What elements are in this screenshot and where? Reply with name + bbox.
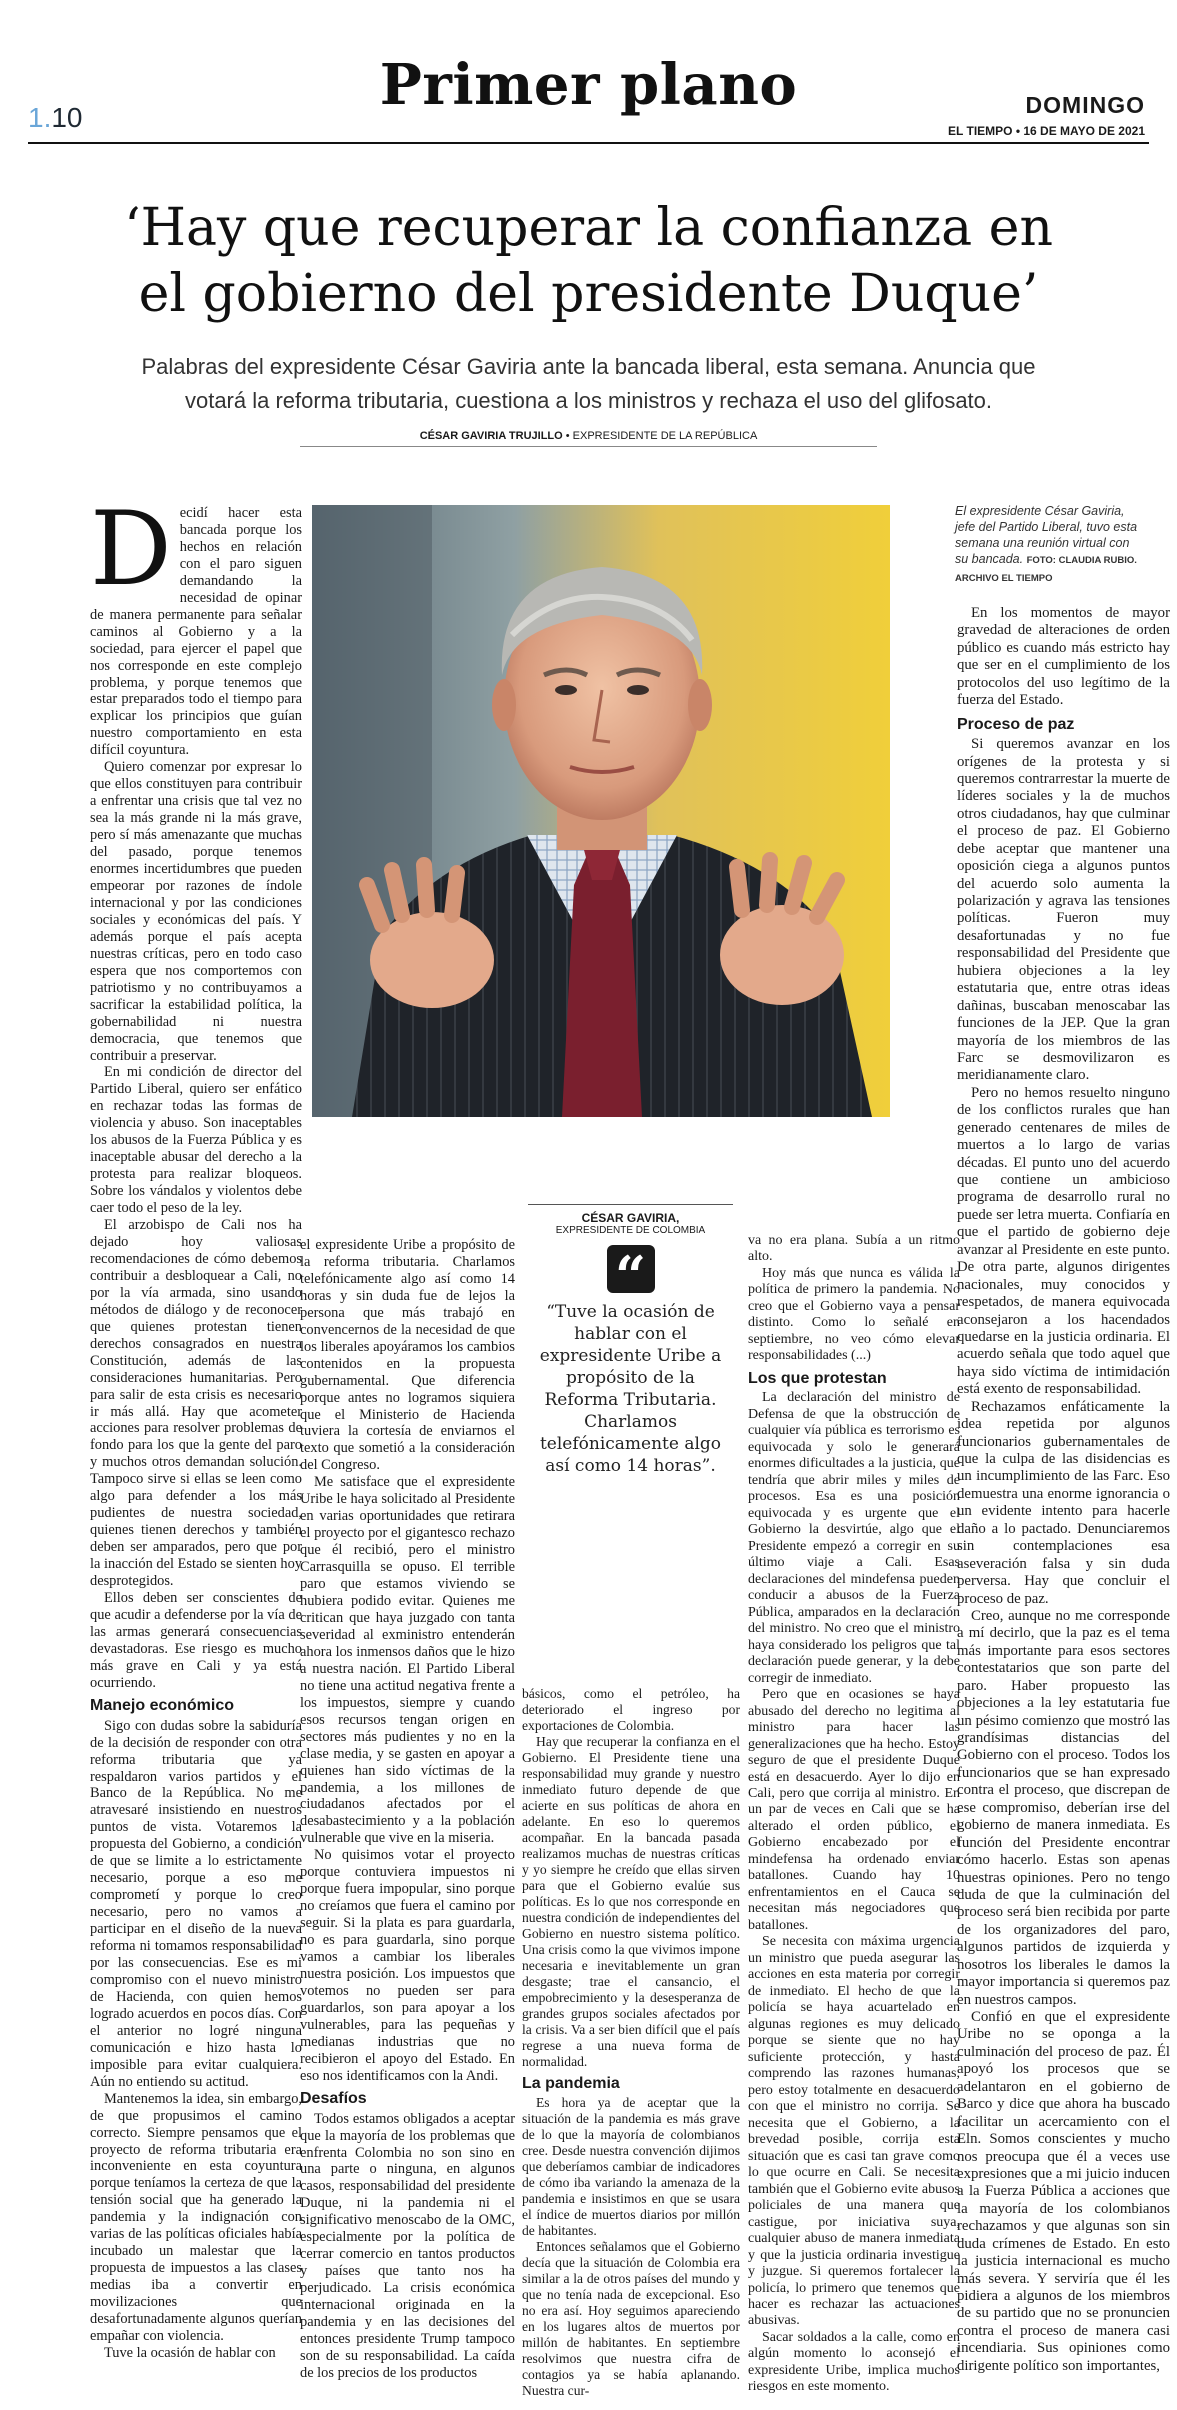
paragraph: En los momentos de mayor gravedad de alteraciones de orden público es cuando más estricto hay que ser en el cumplimiento de los protocolos del uso legítimo de la fuerza del Estado.	[957, 605, 1170, 709]
subhead-pandemia: La pandemia	[522, 2075, 620, 2092]
photo-caption: El expresidente César Gaviria, jefe del Partido Liberal, tuvo esta semana una reunión virtual con su bancada. FOTO: CLAUDIA RUBIO. ARCHIVO EL TIEMPO	[955, 504, 1138, 584]
paragraph: Sacar soldados a la calle, como en algún momento lo aconsejó el expresidente Uribe, implica muchos riesgos en este momento.	[748, 2329, 960, 2395]
paragraph: Es hora ya de aceptar que la situación de la pandemia es más grave de lo que la mayoría de colombianos cree. Desde nuestra convención dijimos que deberíamos cambiar de indicadores de cómo iba variando la amenaza de la pandemia e insistimos en que se usara el índice de muertos diarios por millón de habitantes.	[522, 2095, 740, 2238]
column-5	[957, 605, 1170, 2375]
paragraph: va no era plana. Subía a un ritmo alto.	[748, 1233, 960, 1265]
quote-mark-icon: “	[607, 1245, 655, 1293]
paragraph: Quiero comenzar por expresar lo que ellos constituyen para contribuir a enfrentar una crisis que tal vez no sea la más grande ni la más grave, pero sí más amenazante que muchas del pasado, porque tenemos enormes incertidumbres que pueden empeorar por razones de índole internacional y por las condiciones sociales y económicas del país. Y además porque el país acepta nuestras críticas, pero en todo caso espera que nos comportemos con patriotismo y no contribuyamos a sacrificar la estabilidad política, la gobernabilidad ni nuestra democracia, que tenemos que contribuir a preservar.	[90, 759, 302, 1064]
dropcap: D	[90, 490, 172, 609]
byline: CÉSAR GAVIRIA TRUJILLO • EXPRESIDENTE DE LA REPÚBLICA	[300, 430, 877, 447]
paragraph: Confió en que el expresidente Uribe no se oponga a la culminación del proceso de paz. Él apoyó los procesos que se adelantaron en el gobierno de Barco y dice que ahora ha buscado facilitar un acercamiento con el Eln. Somos conscientes y mucho nos preocupa que él a veces use expresiones que a mi juicio inducen a la Fuerza Pública a acciones que la mayoría de los colombianos rechazamos y que algunas son sin duda crímenes de Estado. En esto la justicia internacional es mucho más severa. Y serviría que él les pidiera a algunos de los miembros de su partido que no se pronuncien contra el proceso de manera casi incendiaria. Sus opiniones como dirigente político son importantes,	[957, 2009, 1170, 2374]
paragraph: Ellos deben ser conscientes de que acudir a defenderse por la vía de las armas generará consecuencias devastadoras. Ese riesgo es mucho más grave en Cali y ya está ocurriendo.	[90, 1590, 302, 1691]
paragraph: básicos, como el petróleo, ha deteriorado el ingreso por exportaciones de Colombia.	[522, 1686, 740, 1733]
quote-text: “Tuve la ocasión de hablar con el expresidente Uribe a propósito de la Reforma Tributaria. Charlamos telefónicamente algo así como 14 horas”.	[539, 1302, 722, 1476]
headline: ‘Hay que recuperar la confianza en el gobierno del presidente Duque’	[124, 198, 1053, 324]
subhead-manejo: Manejo económico	[90, 1696, 235, 1714]
paragraph: Entonces señalamos que el Gobierno decía que la situación de Colombia era similar a la de otros países del mundo y que no tenía nada de excepcional. Eso no era así. Hoy seguimos apareciendo en los lugares altos de muertos por millón de habitantes. En septiembre resolvimos que nuestra cifra de contagios ya se había aplanando. Nuestra cur-	[522, 2239, 740, 2398]
day-label: DOMINGO	[1025, 92, 1145, 118]
paragraph: Pero no hemos resuelto ninguno de los conflictos rurales que han generado centenares de miles de muertos a lo largo de varias décadas. El punto uno del acuerdo que contiene un ambicioso programa de desarrollo rural no puede ser letra muerta. Confiaría en que el partido de gobierno deje avanzar al Presidente en este punto. De otra parte, algunos dirigentes nacionales, muy conocidos y respetados, de manera equivocada aconsejaron a los hacendados quedarse en la justicia ordinaria. El acuerdo señala que todo aquel que haya sido víctima de intimidación está exento de responsabilidad.	[957, 1084, 1170, 1398]
paragraph: Hoy más que nunca es válida la política de primero la pandemia. No creo que el Gobierno vaya a pensar distinto. Como lo señalé en septiembre, no veo cómo elevar responsabilidades (...)	[748, 1265, 960, 1364]
paragraph: Si queremos avanzar en los orígenes de la protesta y si queremos contrarrestar la muerte de líderes sociales y la de muchos otros ciudadanos, hay que culminar el proceso de paz. El Gobierno debe aceptar que mantener una oposición ciega a algunos puntos del acuerdo solo aumenta la polarización y agrava las tensiones políticas. Fueron muy desafortunadas y no fue responsabilidad del Presidente que hubiera objeciones a la ley estatutaria que, entre otras ideas dañinas, buscaban menoscabar las funciones de la JEP. Que la gran mayoría de los miembros de las Farc se desmovilizaron es meridianamente claro.	[957, 736, 1170, 1084]
paragraph: Se necesita con máxima urgencia un ministro que pueda asegurar las acciones en esta materia por corregir de inmediato. El hecho de que la policía se haya acuartelado en algunas regiones es muy delicado porque se siente que no hay suficiente protección, y hasta comprendo las razones humanas, pero estoy totalmente en desacuerdo con que el ministro no corrija. Se necesita que el Gobierno, a la brevedad posible, corrija esta situación que es casi tan grave como lo que ocurre en Cali. Se necesita también que el Gobierno evite abusos policiales de una manera que castigue, por iniciativa suya, cualquier abuso de manera inmediata y que la justicia ordinaria investigue y juzgue. Si queremos fortalecer la policía, lo primero que tenemos que hacer es rechazar las actuaciones abusivas.	[748, 1934, 960, 2329]
deck: Palabras del expresidente César Gaviria ante la bancada liberal, esta semana. Anuncia que votará la reforma tributaria, cuestiona a los ministros y rechaza el uso del glifosato.	[141, 354, 1036, 413]
paragraph: Todos estamos obligados a aceptar que la mayoría de los problemas que enfrenta Colombia no son sino en una parte o ninguna, en algunos casos, responsabilidad del presidente Duque, ni la pandemia ni el significativo menoscabo de la OMC, especialmente por la política de cerrar comercio en tantos productos y países que tanto nos ha perjudicado. La crisis económica internacional originada en la pandemia y en las decisiones del entonces presidente Trump tampoco son de su responsabilidad. La caída de los precios de los productos	[300, 2110, 515, 2381]
paragraph: Me satisface que el expresidente Uribe le haya solicitado al Presidente en varias oportunidades que retirara el proyecto por el gigantesco rechazo que él recibió, pero el ministro Carrasquilla se opuso. El terrible paro que estamos viviendo se hubiera podido evitar. Quienes me critican que haya juzgado con tanta severidad al exministro entenderán ahora los inmensos daños que le hizo a nuestra nación. El Partido Liberal no tiene una actitud negativa frente a los impuestos, siempre y cuando esos recursos tengan origen en sectores más pudientes y no en la clase media, y se gasten en apoyar a quienes han sido víctimas de la pandemia, a los millones de ciudadanos afectados por el desabastecimiento y a la población vulnerable que vive en la miseria.	[300, 1474, 515, 1847]
pull-quote	[528, 1198, 733, 1477]
portrait-photo	[312, 505, 890, 1117]
divider	[528, 1204, 733, 1205]
photo-credit: FOTO: CLAUDIA RUBIO. ARCHIVO EL TIEMPO	[955, 555, 1137, 584]
paragraph: El arzobispo de Cali nos ha dejado hoy valiosas recomendaciones de cómo debemos contribuir a desbloquear a Cali, no por la vía armada, sino usando métodos de diálogo y de reconocer que quienes protestan tienen derechos consagrados en nuestra Constitución, además de las consideraciones humanitarias. Pero para salir de esta crisis es necesario ir más allá. Hay que acometer acciones para resolver problemas de fondo para los que la gente del paro y muchos otros demandan solución. Tampoco sirve si ellas se leen como algo para defender a los más pudientes de nuestra sociedad, quienes tienen derechos y también deben ser amparados, pero que por la inacción del Estado se sienten hoy desprotegidos.	[90, 1217, 302, 1590]
masthead-rule	[28, 142, 1149, 144]
portrait-illustration	[312, 505, 890, 1117]
column-4	[748, 1233, 960, 2396]
paragraph: Sigo con dudas sobre la sabiduría de la decisión de responder con otra reforma tributaria que ya respaldaron varios partidos y el Banco de la República. No me atravesaré insistiendo en nuestros puntos de vista. Votaremos la propuesta del Gobierno, a condición de que se limite a lo estrictamente necesario, porque a eso me comprometí y porque lo creo necesario, pero no vamos a participar en el diseño de la nueva reforma ni tomamos responsabilidad por las consecuencias. Ese es mi compromiso con el nuevo ministro de Hacienda, con quien hemos logrado acuerdos en pocos días. Con el anterior no logré ninguna comunicación e hizo hasta lo imposible para evitar cualquiera. Aún no entiendo su actitud.	[90, 1717, 302, 2090]
subhead-paz: Proceso de paz	[957, 715, 1075, 733]
paragraph: Hay que recuperar la confianza en el Gobierno. El Presidente tiene una responsabilidad muy grande y nuestro inmediato futuro depende de que acierte en sus políticas de ahora en adelante. En eso lo queremos acompañar. En la bancada pasada realizamos muchas de nuestras críticas y yo siempre he creído que ellas sirven para que el Gobierno evalúe sus políticas. Es lo que nos corresponde en nuestra condición de independientes del Gobierno en nuestro sistema político. Una crisis como la que vivimos impone necesaria e inevitablemente un gran desgaste; trae el cansancio, el empobrecimiento y la desesperanza de grandes grupos sociales afectados por la crisis. Va a ser bien difícil que el país regrese a una nueva forma de normalidad.	[522, 1734, 740, 2069]
paragraph: Pero que en ocasiones se haya abusado del derecho no legitima al ministro para hacer las generalizaciones que ha hecho. Estoy seguro de que el presidente Duque está en desacuerdo. Ayer lo dijo en Cali, pero que corrija al ministro. En un par de veces en Cali que se ha alterado el orden público, el Gobierno encabezado por el mindefensa ha ordenado enviar batallones. Cuando hay 10 enfrentamientos en el Cauca se necesitan más negociadores que batallones.	[748, 1687, 960, 1933]
paragraph: La declaración del ministro de Defensa de que la obstrucción de cualquier vía pública es terrorismo es equivocada y solo le generará enormes dificultades a la justicia, que tendría que abrir miles y miles de procesos. Esa es una posición equivocada y es urgente que el Gobierno la desvirtúe, algo que el Presidente empezó a corregir en su último viaje a Cali. Esas declaraciones del mindefensa pueden conducir a abusos de la Fuerza Pública, amparados en la declaración del ministro. No creo que el ministro haya considerado los peligros que tal declaración puede generar, y la debe corregir de inmediato.	[748, 1390, 960, 1686]
page-number: 1.10	[28, 102, 83, 133]
lead-paragraph: Decidí hacer esta bancada porque los hechos en relación con el paro siguen demandando la necesidad de opinar de manera permanente para señalar caminos al Gobierno y a la sociedad, para ejercer el papel que nos corresponde en este complejo problema, y porque tenemos que estar preparados todo el tiempo para explicar los principios que guían nuestro comportamiento en esta difícil coyuntura.	[90, 490, 302, 759]
quote-speaker: CÉSAR GAVIRIA,	[581, 1211, 680, 1225]
quote-speaker-role: EXPRESIDENTE DE COLOMBIA	[555, 1225, 706, 1236]
dateline: EL TIEMPO • 16 DE MAYO DE 2021	[948, 124, 1145, 138]
paragraph: Mantenemos la idea, sin embargo, de que propusimos el camino correcto. Siempre pensamos que el proyecto de reforma tributaria era inconveniente en esta coyuntura porque teníamos la certeza de que la tensión social que ha generado la pandemia y la indignación con varias de las políticas oficiales había incubado un malestar que la propuesta de impuestos a las clases medias iba a convertir en movilizaciones que desafortunadamente algunos querían empañar con violencia.	[90, 2090, 302, 2344]
column-1	[90, 490, 302, 2362]
paragraph: Tuve la ocasión de hablar con	[104, 2344, 276, 2361]
subhead-protestan: Los que protestan	[748, 1369, 887, 1387]
column-3	[522, 1686, 740, 2399]
column-2	[300, 1237, 515, 2382]
paragraph: Creo, aunque no me corresponde a mí decirlo, que la paz es el tema más importante para esos sectores contestatarios que son parte del paro. Haber propuesto las objeciones a la ley estatutaria fue un pésimo comienzo que mostró las grandísimas distancias del Gobierno con el proceso. Todos los funcionarios que se han expresado contra el proceso, que discrepan de ese compromiso, deberían irse del gobierno de manera inmediata. Es función del Presidente encontrar cómo hacerlo. Estas son apenas nuestras opiniones. Pero no tengo duda de que la culminación del proceso será bien recibida por parte de los organizadores del paro, algunos partidos de izquierda y nosotros los liberales le damos la mayor importancia si queremos paz en nuestros campos.	[957, 1607, 1170, 2008]
paragraph: el expresidente Uribe a propósito de la reforma tributaria. Charlamos telefónicamente algo así como 14 horas y sin duda fue de lejos la persona que más trabajó en convencernos de la necesidad de que los liberales apoyáramos los cambios contenidos en la propuesta gubernamental. Que diferencia porque antes no logramos siquiera que el Ministerio de Hacienda tuviera la cortesía de enviarnos el texto que sometió a la consideración del Congreso.	[300, 1237, 515, 1474]
subhead-desafios: Desafíos	[300, 2089, 367, 2107]
section-title: Primer plano	[379, 52, 798, 118]
paragraph: En mi condición de director del Partido Liberal, quiero ser enfático en rechazar todas las formas de violencia y abuso. Son inaceptables los abusos de la Fuerza Pública y es inaceptable abusar del derecho a la protesta para realizar bloqueos. Sobre los vándalos y violentos debe caer todo el peso de la ley.	[90, 1064, 302, 1217]
paragraph: No quisimos votar el proyecto porque contuviera impuestos ni porque fuera impopular, sino porque no creíamos que fuera el camino por seguir. Si la plata es para guardarla, no es para guardarla, sino porque vamos a cambiar los liberales nuestra posición. Los impuestos que votemos no pueden ser para guardarlos, son para apoyar a los vulnerables, para las pequeñas y medianas industrias que no recibieron el apoyo del Estado. En eso nos identificamos con la Andi.	[300, 1847, 515, 2084]
paragraph: Rechazamos enfáticamente la idea repetida por algunos funcionarios gubernamentales de que la culpa de las disidencias es un incumplimiento de las Farc. Eso demuestra una enorme ignorancia o un evidente intento para hacerle daño a lo pactado. Denunciaremos sin contemplaciones esa aseveración falsa y sin duda perversa. Hay que concluir el proceso de paz.	[957, 1398, 1170, 1607]
